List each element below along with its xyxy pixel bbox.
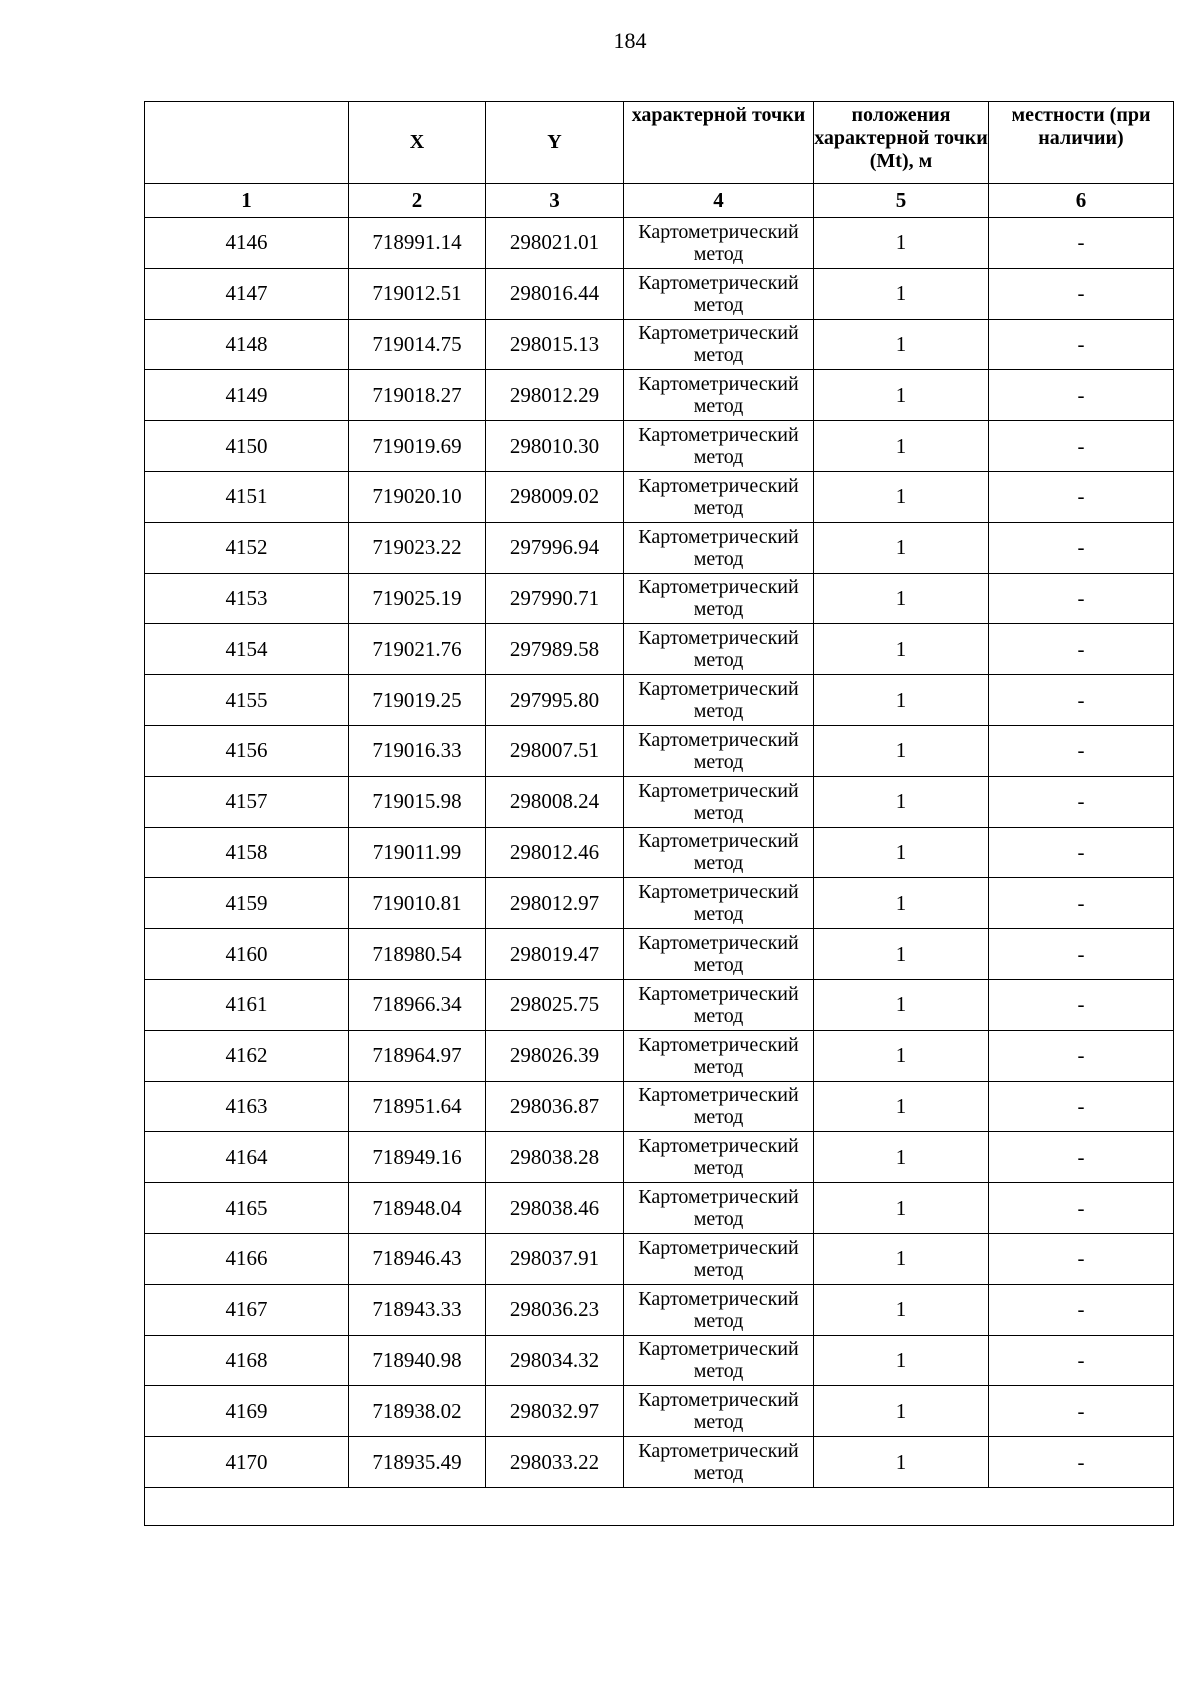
x-coordinate-cell: 719020.10 bbox=[349, 471, 486, 522]
x-coordinate-cell: 719011.99 bbox=[349, 827, 486, 878]
table-row bbox=[145, 471, 1174, 522]
table-row bbox=[145, 319, 1174, 370]
description-cell: - bbox=[989, 1437, 1174, 1488]
accuracy-cell: 1 bbox=[814, 319, 989, 370]
table-row bbox=[145, 573, 1174, 624]
accuracy-cell: 1 bbox=[814, 421, 989, 472]
table-row bbox=[145, 1233, 1174, 1284]
y-coordinate-cell: 298009.02 bbox=[486, 471, 624, 522]
x-coordinate-cell: 719018.27 bbox=[349, 370, 486, 421]
table-row bbox=[145, 1030, 1174, 1081]
description-cell: - bbox=[989, 471, 1174, 522]
accuracy-cell: 1 bbox=[814, 370, 989, 421]
method-cell: Картометрический метод bbox=[624, 522, 814, 573]
description-cell: - bbox=[989, 878, 1174, 929]
accuracy-cell: 1 bbox=[814, 624, 989, 675]
point-number-cell: 4150 bbox=[145, 421, 349, 472]
x-coordinate-cell: 718940.98 bbox=[349, 1335, 486, 1386]
point-number-cell: 4169 bbox=[145, 1386, 349, 1437]
table-row bbox=[145, 776, 1174, 827]
point-number-cell: 4157 bbox=[145, 776, 349, 827]
method-cell: Картометрический метод bbox=[624, 1030, 814, 1081]
accuracy-cell: 1 bbox=[814, 268, 989, 319]
point-number-cell: 4146 bbox=[145, 218, 349, 269]
accuracy-cell: 1 bbox=[814, 218, 989, 269]
table-row bbox=[145, 827, 1174, 878]
method-cell: Картометрический метод bbox=[624, 370, 814, 421]
y-coordinate-cell: 297990.71 bbox=[486, 573, 624, 624]
table-row bbox=[145, 725, 1174, 776]
x-coordinate-cell: 718964.97 bbox=[349, 1030, 486, 1081]
method-cell: Картометрический метод bbox=[624, 1284, 814, 1335]
table-row bbox=[145, 675, 1174, 726]
table-row bbox=[145, 1132, 1174, 1183]
x-coordinate-cell: 718946.43 bbox=[349, 1233, 486, 1284]
accuracy-cell: 1 bbox=[814, 1335, 989, 1386]
method-cell: Картометрический метод bbox=[624, 573, 814, 624]
y-coordinate-cell: 298019.47 bbox=[486, 929, 624, 980]
accuracy-cell: 1 bbox=[814, 1233, 989, 1284]
point-number-cell: 4160 bbox=[145, 929, 349, 980]
table-row bbox=[145, 878, 1174, 929]
x-coordinate-cell: 719021.76 bbox=[349, 624, 486, 675]
accuracy-cell: 1 bbox=[814, 827, 989, 878]
method-cell: Картометрический метод bbox=[624, 1132, 814, 1183]
method-cell: Картометрический метод bbox=[624, 675, 814, 726]
accuracy-cell: 1 bbox=[814, 878, 989, 929]
table-row bbox=[145, 1335, 1174, 1386]
accuracy-cell: 1 bbox=[814, 522, 989, 573]
header-cell-x: X bbox=[349, 102, 486, 184]
header-row bbox=[145, 102, 1174, 184]
accuracy-cell: 1 bbox=[814, 929, 989, 980]
description-cell: - bbox=[989, 1284, 1174, 1335]
table-row bbox=[145, 1437, 1174, 1488]
point-number-cell: 4166 bbox=[145, 1233, 349, 1284]
y-coordinate-cell: 298036.23 bbox=[486, 1284, 624, 1335]
description-cell: - bbox=[989, 827, 1174, 878]
x-coordinate-cell: 718991.14 bbox=[349, 218, 486, 269]
point-number-cell: 4170 bbox=[145, 1437, 349, 1488]
accuracy-cell: 1 bbox=[814, 979, 989, 1030]
accuracy-cell: 1 bbox=[814, 1437, 989, 1488]
method-cell: Картометрический метод bbox=[624, 471, 814, 522]
description-cell: - bbox=[989, 370, 1174, 421]
method-cell: Картометрический метод bbox=[624, 1386, 814, 1437]
x-coordinate-cell: 719014.75 bbox=[349, 319, 486, 370]
method-cell: Картометрический метод bbox=[624, 319, 814, 370]
method-cell: Картометрический метод bbox=[624, 1335, 814, 1386]
page-number: 184 bbox=[613, 28, 647, 53]
description-cell: - bbox=[989, 675, 1174, 726]
y-coordinate-cell: 298038.28 bbox=[486, 1132, 624, 1183]
y-coordinate-cell: 298012.46 bbox=[486, 827, 624, 878]
point-number-cell: 4164 bbox=[145, 1132, 349, 1183]
point-number-cell: 4163 bbox=[145, 1081, 349, 1132]
empty-footer-cell bbox=[145, 1487, 1174, 1525]
x-coordinate-cell: 719019.69 bbox=[349, 421, 486, 472]
description-cell: - bbox=[989, 522, 1174, 573]
y-coordinate-cell: 298038.46 bbox=[486, 1183, 624, 1234]
table-row bbox=[145, 421, 1174, 472]
x-coordinate-cell: 719016.33 bbox=[349, 725, 486, 776]
table-row bbox=[145, 1386, 1174, 1437]
x-coordinate-cell: 719019.25 bbox=[349, 675, 486, 726]
description-cell: - bbox=[989, 725, 1174, 776]
column-number: 1 bbox=[145, 184, 349, 218]
x-coordinate-cell: 718948.04 bbox=[349, 1183, 486, 1234]
y-coordinate-cell: 297996.94 bbox=[486, 522, 624, 573]
point-number-cell: 4158 bbox=[145, 827, 349, 878]
table-row bbox=[145, 1081, 1174, 1132]
accuracy-cell: 1 bbox=[814, 573, 989, 624]
accuracy-cell: 1 bbox=[814, 1284, 989, 1335]
y-coordinate-cell: 298036.87 bbox=[486, 1081, 624, 1132]
column-number: 4 bbox=[624, 184, 814, 218]
point-number-cell: 4153 bbox=[145, 573, 349, 624]
x-coordinate-cell: 718949.16 bbox=[349, 1132, 486, 1183]
x-coordinate-cell: 718966.34 bbox=[349, 979, 486, 1030]
point-number-cell: 4161 bbox=[145, 979, 349, 1030]
point-number-cell: 4168 bbox=[145, 1335, 349, 1386]
table-row bbox=[145, 979, 1174, 1030]
y-coordinate-cell: 298021.01 bbox=[486, 218, 624, 269]
y-coordinate-cell: 298016.44 bbox=[486, 268, 624, 319]
column-number: 6 bbox=[989, 184, 1174, 218]
y-coordinate-cell: 298026.39 bbox=[486, 1030, 624, 1081]
y-coordinate-cell: 298012.97 bbox=[486, 878, 624, 929]
method-cell: Картометрический метод bbox=[624, 878, 814, 929]
description-cell: - bbox=[989, 776, 1174, 827]
column-numbers-row bbox=[145, 184, 1174, 218]
point-number-cell: 4147 bbox=[145, 268, 349, 319]
table-row bbox=[145, 522, 1174, 573]
header-cell-y: Y bbox=[486, 102, 624, 184]
accuracy-cell: 1 bbox=[814, 1030, 989, 1081]
method-cell: Картометрический метод bbox=[624, 624, 814, 675]
coordinates-table bbox=[144, 101, 1174, 1526]
header-cell-1 bbox=[145, 102, 349, 184]
empty-footer-row bbox=[145, 1487, 1174, 1525]
y-coordinate-cell: 298025.75 bbox=[486, 979, 624, 1030]
point-number-cell: 4149 bbox=[145, 370, 349, 421]
x-coordinate-cell: 719012.51 bbox=[349, 268, 486, 319]
table-row bbox=[145, 929, 1174, 980]
table-row bbox=[145, 218, 1174, 269]
description-cell: - bbox=[989, 1335, 1174, 1386]
description-cell: - bbox=[989, 979, 1174, 1030]
method-cell: Картометрический метод bbox=[624, 929, 814, 980]
y-coordinate-cell: 297995.80 bbox=[486, 675, 624, 726]
x-coordinate-cell: 718951.64 bbox=[349, 1081, 486, 1132]
method-cell: Картометрический метод bbox=[624, 421, 814, 472]
accuracy-cell: 1 bbox=[814, 1183, 989, 1234]
method-cell: Картометрический метод bbox=[624, 827, 814, 878]
method-cell: Картометрический метод bbox=[624, 1233, 814, 1284]
accuracy-cell: 1 bbox=[814, 725, 989, 776]
header-cell-method: характерной точки bbox=[624, 102, 814, 184]
y-coordinate-cell: 297989.58 bbox=[486, 624, 624, 675]
x-coordinate-cell: 719010.81 bbox=[349, 878, 486, 929]
x-coordinate-cell: 719015.98 bbox=[349, 776, 486, 827]
method-cell: Картометрический метод bbox=[624, 1183, 814, 1234]
method-cell: Картометрический метод bbox=[624, 979, 814, 1030]
x-coordinate-cell: 718938.02 bbox=[349, 1386, 486, 1437]
header-cell-description: местности (при наличии) bbox=[989, 102, 1174, 184]
description-cell: - bbox=[989, 1386, 1174, 1437]
point-number-cell: 4152 bbox=[145, 522, 349, 573]
table-row bbox=[145, 268, 1174, 319]
description-cell: - bbox=[989, 1183, 1174, 1234]
description-cell: - bbox=[989, 319, 1174, 370]
description-cell: - bbox=[989, 268, 1174, 319]
table-body bbox=[145, 218, 1174, 1488]
point-number-cell: 4162 bbox=[145, 1030, 349, 1081]
method-cell: Картометрический метод bbox=[624, 1437, 814, 1488]
y-coordinate-cell: 298033.22 bbox=[486, 1437, 624, 1488]
method-cell: Картометрический метод bbox=[624, 1081, 814, 1132]
y-coordinate-cell: 298034.32 bbox=[486, 1335, 624, 1386]
y-coordinate-cell: 298010.30 bbox=[486, 421, 624, 472]
y-coordinate-cell: 298008.24 bbox=[486, 776, 624, 827]
accuracy-cell: 1 bbox=[814, 1132, 989, 1183]
x-coordinate-cell: 718943.33 bbox=[349, 1284, 486, 1335]
description-cell: - bbox=[989, 929, 1174, 980]
y-coordinate-cell: 298007.51 bbox=[486, 725, 624, 776]
accuracy-cell: 1 bbox=[814, 675, 989, 726]
accuracy-cell: 1 bbox=[814, 776, 989, 827]
table-row bbox=[145, 1284, 1174, 1335]
description-cell: - bbox=[989, 1233, 1174, 1284]
method-cell: Картометрический метод bbox=[624, 268, 814, 319]
description-cell: - bbox=[989, 1081, 1174, 1132]
accuracy-cell: 1 bbox=[814, 1386, 989, 1437]
description-cell: - bbox=[989, 1132, 1174, 1183]
point-number-cell: 4156 bbox=[145, 725, 349, 776]
method-cell: Картометрический метод bbox=[624, 218, 814, 269]
point-number-cell: 4155 bbox=[145, 675, 349, 726]
point-number-cell: 4151 bbox=[145, 471, 349, 522]
table-row bbox=[145, 624, 1174, 675]
y-coordinate-cell: 298037.91 bbox=[486, 1233, 624, 1284]
x-coordinate-cell: 718935.49 bbox=[349, 1437, 486, 1488]
x-coordinate-cell: 719025.19 bbox=[349, 573, 486, 624]
point-number-cell: 4154 bbox=[145, 624, 349, 675]
x-coordinate-cell: 719023.22 bbox=[349, 522, 486, 573]
y-coordinate-cell: 298012.29 bbox=[486, 370, 624, 421]
header-cell-accuracy: положения характерной точки (Mt), м bbox=[814, 102, 989, 184]
y-coordinate-cell: 298015.13 bbox=[486, 319, 624, 370]
column-number: 3 bbox=[486, 184, 624, 218]
description-cell: - bbox=[989, 624, 1174, 675]
point-number-cell: 4148 bbox=[145, 319, 349, 370]
description-cell: - bbox=[989, 1030, 1174, 1081]
y-coordinate-cell: 298032.97 bbox=[486, 1386, 624, 1437]
description-cell: - bbox=[989, 218, 1174, 269]
method-cell: Картометрический метод bbox=[624, 725, 814, 776]
table-row bbox=[145, 370, 1174, 421]
table-row bbox=[145, 1183, 1174, 1234]
method-cell: Картометрический метод bbox=[624, 776, 814, 827]
description-cell: - bbox=[989, 421, 1174, 472]
point-number-cell: 4165 bbox=[145, 1183, 349, 1234]
accuracy-cell: 1 bbox=[814, 1081, 989, 1132]
description-cell: - bbox=[989, 573, 1174, 624]
column-number: 2 bbox=[349, 184, 486, 218]
column-number: 5 bbox=[814, 184, 989, 218]
accuracy-cell: 1 bbox=[814, 471, 989, 522]
point-number-cell: 4167 bbox=[145, 1284, 349, 1335]
x-coordinate-cell: 718980.54 bbox=[349, 929, 486, 980]
point-number-cell: 4159 bbox=[145, 878, 349, 929]
